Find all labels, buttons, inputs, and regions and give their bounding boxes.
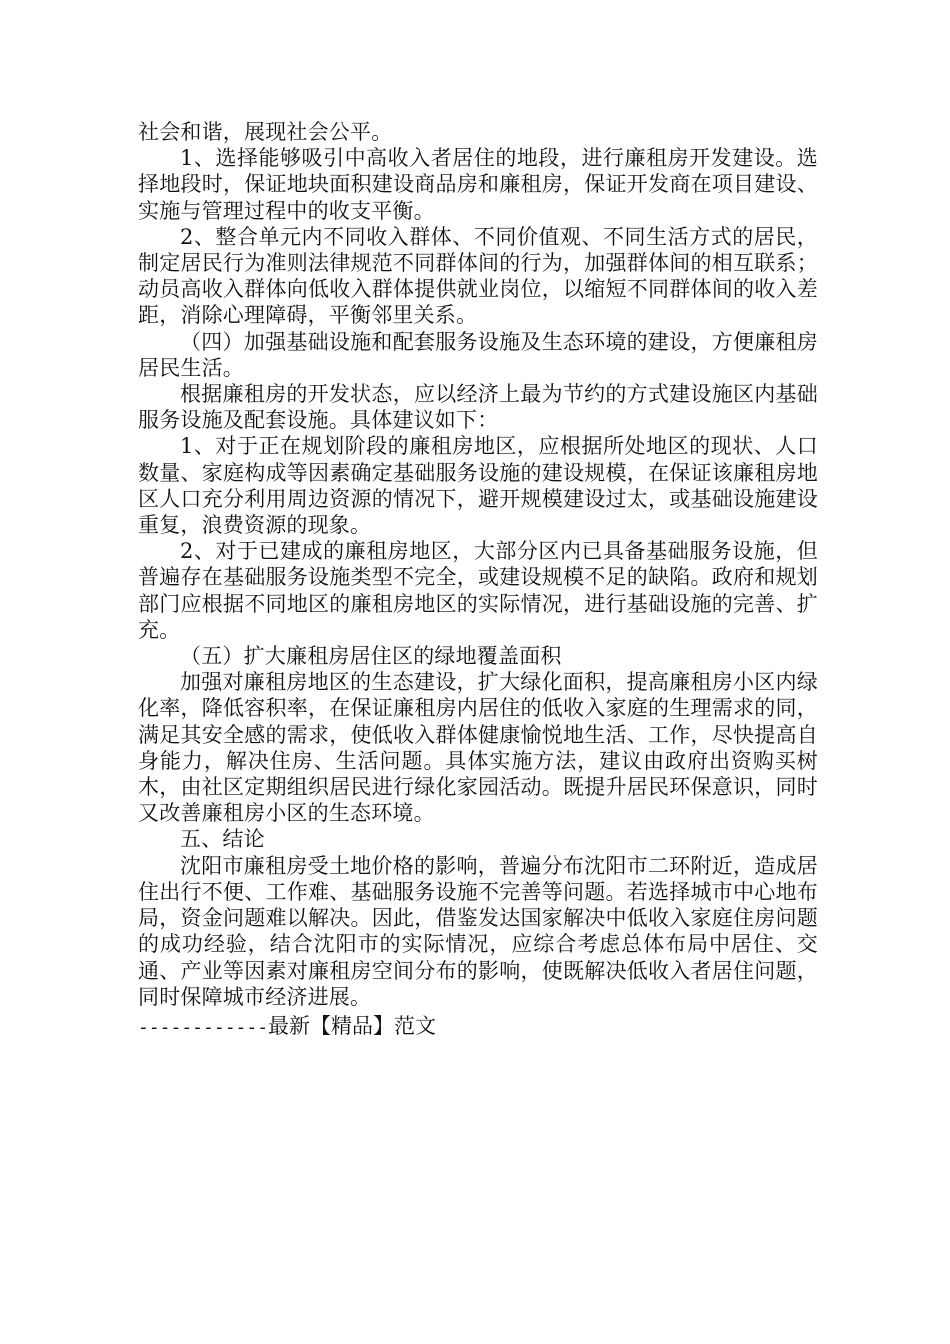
- page-footer: [138, 1012, 436, 1042]
- document-body: [138, 119, 818, 1010]
- paragraph-7: 2、对于已建成的廉租房地区，大部分区内已具备基础服务设施，但普遍存在基础服务设施类型不完全，或建设规模不足的缺陷。政府和规划部门应根据不同地区的廉租房地区的实际情况，进行基础设施的完善、扩充。: [138, 539, 818, 642]
- section-heading-5: （五）扩大廉租房居住区的绿地覆盖面积: [180, 644, 562, 669]
- conclusion-heading: 五、结论: [180, 827, 265, 852]
- paragraph-5: 根据廉租房的开发状态，应以经济上最为节约的方式建设施区内基础服务设施及配套设施。具体建议如下：: [138, 382, 818, 433]
- footer-label: 最新【精品】范文: [268, 1014, 437, 1038]
- paragraph-6: 1、对于正在规划阶段的廉租房地区，应根据所处地区的现状、人口数量、家庭构成等因素确定基础服务设施的建设规模，在保证该廉租房地区人口充分利用周边资源的情况下，避开规模建设过太，或基础设施建设重复，浪费资源的现象。: [138, 434, 818, 538]
- paragraph-2: 1、选择能够吸引中高收入者居住的地段，进行廉租房开发建设。选择地段时，保证地块面积建设商品房和廉租房，保证开发商在项目建设、实施与管理过程中的收支平衡。: [138, 146, 818, 223]
- conclusion-paragraph: 沈阳市廉租房受土地价格的影响，普遍分布沈阳市二环附近，造成居住出行不便、工作难、基础服务设施不完善等问题。若选择城市中心地布局，资金问题难以解决。因此，借鉴发达国家解决中低收入家庭住房问题的成功经验，结合沈阳市的实际情况，应综合考虑总体布局中居住、交通、产业等因素对廉租房空间分布的影响，使既解决低收入者居住问题，同时保障城市经济进展。: [138, 853, 818, 1009]
- section-heading-4: （四）加强基础设施和配套服务设施及生态环境的建设，方便廉租房居民生活。: [138, 329, 818, 380]
- paragraph-3: 2、整合单元内不同收入群体、不同价值观、不同生活方式的居民，制定居民行为准则法律规范不同群体间的行为，加强群体间的相互联系；动员高收入群体向低收入群体提供就业岗位，以缩短不同群体间的收入差距，消除心理障碍，平衡邻里关系。: [138, 224, 818, 328]
- paragraph-1: 社会和谐，展现社会公平。: [138, 120, 393, 144]
- paragraph-9: 加强对廉租房地区的生态建设，扩大绿化面积，提高廉租房小区内绿化率，降低容积率，在保证廉租房内居住的低收入家庭的生理需求的同，满足其安全感的需求，使低收入群体健康愉悦地生活、工作，尽快提高自身能力，解决住房、生活问题。具体实施方法，建议由政府出资购买树木，由社区定期组织居民进行绿化家园活动。既提升居民环保意识，同时又改善廉租房小区的生态环境。: [138, 670, 818, 826]
- footer-dashes: ------------: [138, 1017, 269, 1038]
